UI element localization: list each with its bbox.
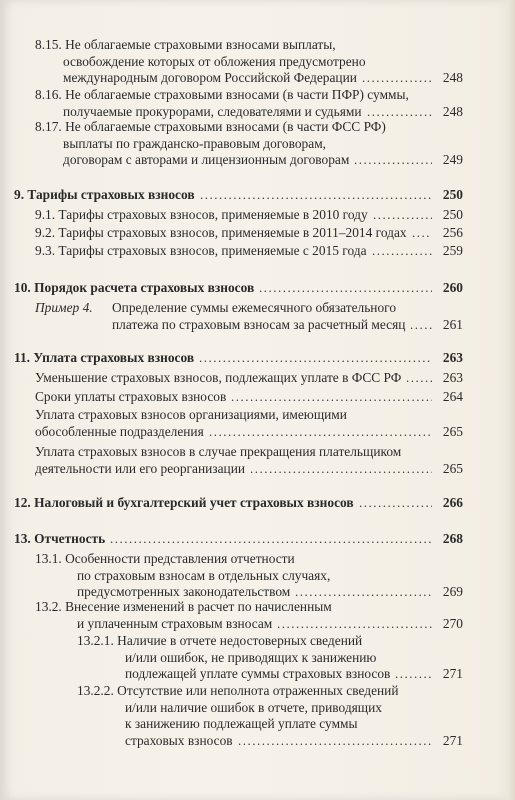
- toc-entry-title: 9.1. Тарифы страховых взносов, применяемые в 2010 году: [35, 207, 368, 222]
- toc-entry-title: Уменьшение страховых взносов, подлежащих уплате в ФСС РФ: [35, 370, 402, 385]
- toc-entry-title: 13.2. Внесение изменений в расчет по начисленным: [35, 599, 332, 614]
- toc-entry-title: 11. Уплата страховых взносов: [14, 350, 195, 365]
- toc-entry-title: Определение суммы ежемесячного обязательного: [112, 300, 397, 315]
- toc-page-number: 248: [442, 103, 463, 119]
- dot-leader: [410, 316, 432, 333]
- toc-entry-title: 9.3. Тарифы страховых взносов, применяемые с 2015 года: [35, 243, 367, 258]
- dot-leader: [231, 388, 432, 405]
- toc-entry-title: предусмотренных законодательством: [77, 584, 291, 600]
- toc-entry-title: деятельности или его реорганизации: [35, 460, 246, 476]
- toc-entry-title: Уплата страховых взносов организациями, имеющими: [35, 407, 347, 422]
- toc-page-number: 261: [442, 316, 463, 332]
- toc-entry-title: 9.2. Тарифы страховых взносов, применяемые в 2011–2014 годах: [35, 225, 407, 240]
- toc-page-number: 266: [442, 495, 463, 510]
- toc-page-number: 271: [442, 666, 463, 682]
- toc-entry-title: 8.16. Не облагаемые страховыми взносами (в части ПФР) суммы,: [35, 87, 409, 102]
- dot-leader: [200, 186, 432, 203]
- toc-page-number: 264: [442, 389, 463, 404]
- dot-leader: [259, 279, 432, 296]
- toc-page-number: 270: [442, 615, 463, 631]
- toc-page-number: 269: [442, 584, 463, 600]
- toc-page-number: 265: [442, 460, 463, 476]
- dot-leader: [362, 69, 432, 86]
- toc-entry-title: договорам с авторами и лицензионным договорам: [63, 152, 350, 168]
- toc-page-number: 250: [442, 187, 463, 202]
- toc-entry-title: 13.1. Особенности представления отчетности: [35, 551, 295, 566]
- dot-leader: [359, 494, 432, 511]
- toc-page-number: 265: [442, 423, 463, 439]
- toc-entry-title: к занижению подлежащей уплате суммы: [125, 716, 358, 732]
- toc-page-number: 268: [442, 531, 463, 546]
- toc-entry-title: обособленные подразделения: [35, 423, 204, 439]
- toc-entry-title: освобождение которых от обложения предусмотрено: [63, 53, 366, 69]
- toc-entry-title: Уплата страховых взносов в случае прекращения плательщиком: [35, 444, 402, 459]
- toc-entry-title: 13.2.2. Отсутствие или неполнота отраженных сведений: [77, 683, 399, 698]
- toc-entry-title: и/или ошибок, не приводящих к занижению: [125, 649, 377, 665]
- toc-entry-title: 13. Отчетность: [14, 531, 106, 546]
- dot-leader: [277, 615, 432, 632]
- toc-entry-title: 9. Тарифы страховых взносов: [14, 187, 195, 202]
- toc-entry-title: страховых взносов: [125, 733, 233, 749]
- dot-leader: [354, 151, 432, 168]
- toc-entry-title: 8.15. Не облагаемые страховыми взносами выплаты,: [35, 37, 336, 52]
- toc-entry-title: выплаты по гражданско-правовым договорам,: [63, 135, 327, 151]
- toc-entry-title: Сроки уплаты страховых взносов: [35, 389, 227, 404]
- dot-leader: [199, 349, 432, 366]
- page-edge-shadow: [497, 0, 515, 800]
- dot-leader: [372, 242, 432, 259]
- dot-leader: [406, 369, 432, 386]
- toc-page-number: 271: [442, 733, 463, 749]
- toc-entry-title: подлежащей уплате суммы страховых взносов: [125, 666, 391, 682]
- toc-entry-title: 10. Порядок расчета страховых взносов: [14, 280, 255, 295]
- toc-entry-title: и/или наличие ошибок в отчете, приводящих: [125, 699, 382, 715]
- toc-page-number: 256: [442, 225, 463, 240]
- dot-leader: [250, 460, 432, 477]
- dot-leader: [395, 665, 432, 682]
- toc-entry-title: 12. Налоговый и бухгалтерский учет страховых взносов: [14, 495, 354, 510]
- toc-entry-title: международным договором Российской Федерации: [63, 70, 357, 86]
- toc-page-number: 248: [442, 70, 463, 86]
- toc-page-number: 249: [442, 152, 463, 168]
- toc-entry-title: и уплаченным страховым взносам: [77, 615, 273, 631]
- dot-leader: [238, 732, 432, 749]
- toc-entry-title: платежа по страховым взносам за расчетный месяц: [112, 316, 406, 332]
- toc-page-number: 260: [442, 280, 463, 295]
- dot-leader: [110, 530, 432, 547]
- toc-page-number: 250: [442, 207, 463, 222]
- toc-entry-title: получаемые прокурорами, следователями и судьями: [63, 103, 362, 119]
- toc-page-number: 263: [442, 350, 463, 365]
- toc-page-number: 259: [442, 243, 463, 258]
- toc-entry-label: Пример 4.: [35, 300, 93, 315]
- toc-entry-title: 8.17. Не облагаемые страховыми взносами (в части ФСС РФ): [35, 119, 386, 134]
- dot-leader: [209, 423, 432, 440]
- toc-entry-title: по страховым взносам в отдельных случаях,: [77, 567, 331, 583]
- dot-leader: [373, 206, 432, 223]
- toc-page-number: 263: [442, 370, 463, 385]
- dot-leader: [412, 224, 432, 241]
- toc-entry-title: 13.2.1. Наличие в отчете недостоверных сведений: [77, 633, 363, 648]
